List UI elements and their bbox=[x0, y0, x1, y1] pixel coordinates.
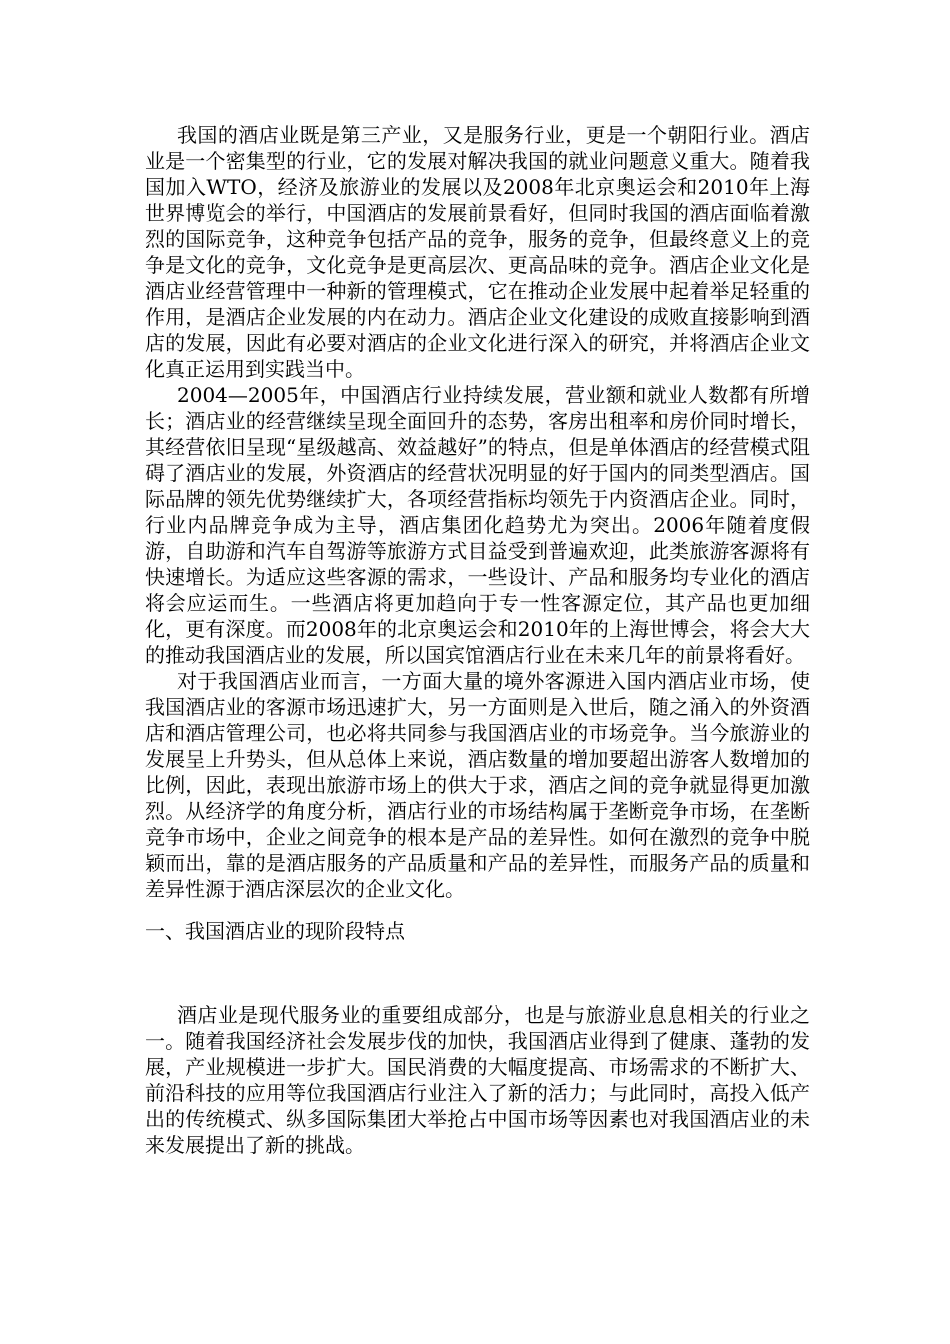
paragraph-market-competition: 对于我国酒店业而言，一方面大量的境外客源进入国内酒店业市场，使我国酒店业的客源市场迅速扩大，另一方面则是入世后，随之涌入的外资酒店和酒店管理公司，也必将共同参与我国酒店业的市场竞争。当今旅游业的发展呈上升势头，但从总体上来说，酒店数量的增加要超出游客人数增加的比例，因此，表现出旅游市场上的供大于求，酒店之间的竞争就显得更加激烈。从经济学的角度分析，酒店行业的市场结构属于垄断竞争市场，在垄断竞争市场中，企业之间竞争的根本是产品的差异性。如何在激烈的竞争中脱颖而出，靠的是酒店服务的产品质量和产品的差异性，而服务产品的质量和差异性源于酒店深层次的企业文化。 bbox=[145, 669, 810, 901]
section-spacer bbox=[145, 944, 810, 1002]
section-heading: 一、我国酒店业的现阶段特点 bbox=[145, 919, 405, 943]
paragraph-intro: 我国的酒店业既是第三产业，又是服务行业，更是一个朝阳行业。酒店业是一个密集型的行业，它的发展对解决我国的就业问题意义重大。随着我国加入WTO，经济及旅游业的发展以及2008年北京奥运会和2010年上海世界博览会的举行，中国酒店的发展前景看好，但同时我国的酒店面临着激烈的国际竞争，这种竞争包括产品的竞争，服务的竞争，但最终意义上的竞争是文化的竞争，文化竞争是更高层次、更高品味的竞争。酒店企业文化是酒店业经营管理中一种新的管理模式，它在推动企业发展中起着举足轻重的作用，是酒店企业发展的内在动力。酒店企业文化建设的成败直接影响到酒店的发展，因此有必要对酒店的企业文化进行深入的研究，并将酒店企业文化真正运用到实践当中。 bbox=[145, 123, 810, 381]
section-paragraph: 酒店业是现代服务业的重要组成部分，也是与旅游业息息相关的行业之一。随着我国经济社会发展步伐的加快，我国酒店业得到了健康、蓬勃的发展，产业规模进一步扩大。国民消费的大幅度提高、市场需求的不断扩大、前沿科技的应用等位我国酒店行业注入了新的活力；与此同时，高投入低产出的传统模式、纵多国际集团大举抢占中国市场等因素也对我国酒店业的未来发展提出了新的挑战。 bbox=[145, 1003, 810, 1157]
document-body bbox=[145, 122, 810, 1158]
paragraph-industry-trends: 2004—2005年，中国酒店行业持续发展，营业额和就业人数都有所增长；酒店业的经营继续呈现全面回升的态势，客房出租率和房价同时增长，其经营依旧呈现“星级越高、效益越好”的特点，但是单体酒店的经营模式阻碍了酒店业的发展，外资酒店的经营状况明显的好于国内的同类型酒店。国际品牌的领先优势继续扩大，各项经营指标均领先于内资酒店企业。同时，行业内品牌竞争成为主导，酒店集团化趋势尤为突出。2006年随着度假游，自助游和汽车自驾游等旅游方式目益受到普遍欢迎，此类旅游客源将有快速增长。为适应这些客源的需求，一些设计、产品和服务均专业化的酒店将会应运而生。一些酒店将更加趋向于专一性客源定位，其产品也更加细化，更有深度。而2008年的北京奥运会和2010年的上海世博会，将会大大的推动我国酒店业的发展，所以国宾馆酒店行业在未来几年的前景将看好。 bbox=[145, 383, 810, 667]
